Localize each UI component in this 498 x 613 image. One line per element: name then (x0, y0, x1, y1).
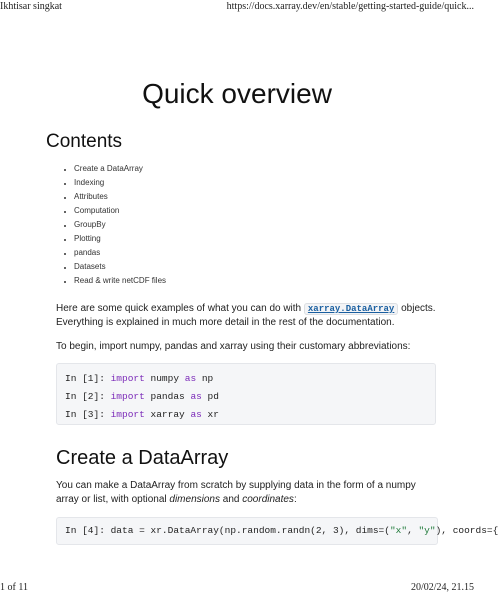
code-prompt: In [3]: (65, 409, 111, 420)
import-code-block (56, 363, 436, 425)
intro-text-after: objects. Everything is explained in much more detail in the rest of the documentation. (56, 303, 436, 328)
page-counter: 1 of 11 (0, 582, 28, 593)
code-prompt: In [4]: (65, 525, 111, 536)
toc-item-groupby[interactable]: • GroupBy (74, 218, 166, 232)
browser-header-title: Ikhtisar singkat (0, 1, 62, 12)
code-keyword: import (110, 409, 145, 420)
section-em-dimensions: dimensions (169, 494, 220, 505)
code-module: numpy (144, 373, 185, 384)
code-line-1 (65, 373, 213, 384)
contents-list (60, 162, 166, 288)
code-line-3 (65, 409, 219, 420)
print-timestamp: 20/02/24, 21.15 (410, 582, 474, 593)
code-segment: data = xr.DataArray(np.random.randn(2, 3), dims=( (110, 525, 390, 536)
code-keyword: as (184, 373, 197, 384)
code-string: "y" (418, 525, 436, 536)
contents-heading: Contents (46, 131, 123, 152)
section-text-end: : (293, 494, 297, 505)
section-heading-create-dataarray: Create a DataArray (56, 447, 229, 469)
code-string: "x" (389, 525, 408, 536)
intro-text-before: Here are some quick examples of what you can do with (56, 303, 304, 314)
toc-item-computation[interactable]: • Computation (74, 204, 166, 218)
dataarray-link[interactable]: xarray.DataArray (304, 303, 398, 315)
toc-item-read-write-netcdf[interactable]: • Read & write netCDF files (74, 274, 166, 288)
browser-header-url[interactable]: https://docs.xarray.dev/en/stable/getting-started-guide/quick... (226, 1, 474, 12)
code-keyword: as (190, 391, 202, 402)
code-prompt: In [1]: (65, 373, 111, 384)
toc-item-create-dataarray[interactable]: • Create a DataArray (74, 162, 166, 176)
code-keyword: as (190, 409, 202, 420)
toc-item-datasets[interactable]: • Datasets (74, 260, 166, 274)
section-text-mid: and (219, 494, 243, 505)
section-text-start: You can make a DataArray from scratch by supplying data in the form of a numpy array or list, with optional (56, 480, 416, 505)
toc-item-pandas[interactable]: • pandas (74, 246, 166, 260)
code-line-4 (65, 525, 498, 536)
import-note: To begin, import numpy, pandas and xarray using their customary abbreviations: (56, 341, 411, 352)
section-paragraph (56, 479, 434, 507)
code-module: xarray (144, 409, 191, 420)
code-segment: , (407, 525, 419, 536)
toc-item-attributes[interactable]: • Attributes (74, 190, 166, 204)
intro-paragraph (56, 302, 436, 330)
code-module: pandas (144, 391, 191, 402)
section-em-coordinates: coordinates (242, 494, 294, 505)
code-alias: np (196, 373, 214, 384)
code-segment: ), coords={ (435, 525, 498, 536)
code-alias: xr (201, 409, 219, 420)
dataarray-code-block (56, 517, 498, 545)
code-line-2 (65, 391, 219, 402)
code-keyword: import (110, 391, 145, 402)
page-title: Quick overview (142, 78, 332, 109)
toc-item-plotting[interactable]: • Plotting (74, 232, 166, 246)
code-alias: pd (201, 391, 219, 402)
code-keyword: import (110, 373, 145, 384)
code-prompt: In [2]: (65, 391, 111, 402)
toc-item-indexing[interactable]: • Indexing (74, 176, 166, 190)
